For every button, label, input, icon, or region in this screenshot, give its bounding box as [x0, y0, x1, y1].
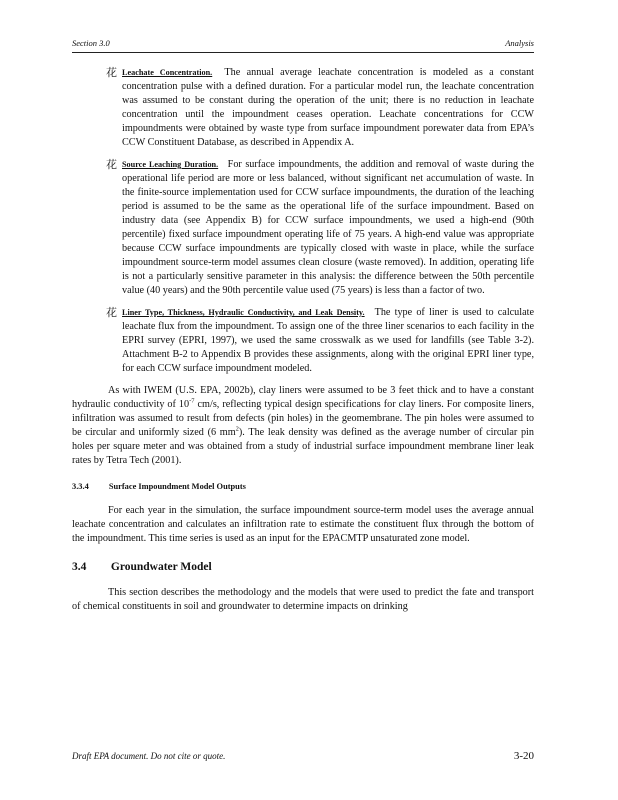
bullet-text: The annual average leachate concentration is modeled as a constant concentration pulse with a defined duration. For a particular model run, the leachate concentration was assumed to be constant during the operation of the unit; there is no reduction in leachate concentration until the impoundment ceases operation. Leachate concentrations for CCW impoundments were obtained by waste type from surface impoundment porewater data from EPA’s CCW Constituent Database, as described in Appendix A.	[122, 67, 534, 148]
header-chapter: Analysis	[505, 38, 534, 48]
bullet-icon: 花	[106, 307, 117, 319]
bullet-liner-type	[106, 306, 534, 376]
body-content	[72, 66, 534, 620]
paragraph-text: ). The leak density was defined as the average number of circular pin holes per square meter and was obtained from a study of industrial surface impoundment membrane liner leak rates by Tetra Tech (2001).	[72, 427, 534, 466]
header-rule	[72, 52, 534, 53]
page-number: 3-20	[513, 750, 534, 762]
bullet-text: The type of liner is used to calculate leachate flux from the impoundment. To assign one of the three liner scenarios to each facility in the EPRI survey (EPRI, 1997), we used the same crosswalk as we used for landfills (see Table 3-2). Attachment B-2 to Appendix B provides these assignments, along with the original EPRI liner type, for each CCW surface impoundment modeled.	[122, 307, 534, 374]
bullet-leachate-concentration	[106, 66, 534, 150]
subsection-title: Surface Impoundment Model Outputs	[108, 482, 246, 491]
bullet-title: Liner Type, Thickness, Hydraulic Conductivity, and Leak Density.	[122, 308, 365, 317]
paragraph-text: As with IWEM (U.S. EPA, 2002b), clay liners were assumed to be 3 feet thick and to have a constant hydraulic conductivity of 10	[72, 385, 534, 410]
paragraph-iwem-liners	[72, 384, 534, 468]
bullet-source-leaching-duration	[106, 158, 534, 298]
bullet-title: Leachate Concentration.	[122, 68, 213, 77]
section-heading	[72, 560, 534, 574]
running-footer	[72, 750, 534, 762]
bullet-icon: 花	[106, 159, 117, 171]
header-section: Section 3.0	[72, 38, 110, 48]
subsection-number: 3.3.4	[72, 482, 89, 491]
section-number: 3.4	[72, 561, 87, 573]
paragraph-model-outputs: For each year in the simulation, the surface impoundment source-term model uses the average annual leachate concentration and calculates an infiltration rate to estimate the constituent flux through the bottom of the impoundment. This time series is used as an input for the EPACMTP unsaturated zone model.	[72, 505, 534, 544]
bullet-icon: 花	[106, 67, 117, 79]
superscript: -7	[189, 397, 195, 405]
subsection-heading	[72, 480, 534, 494]
bullet-text: For surface impoundments, the addition and removal of waste during the operational life period are more or less balanced, without significant net accumulation of waste. In the finite-source implementation used for CCW surface impoundments, the duration of the leaching period is assumed to be the same as the operational life of the surface impoundment. Based on industry data (see Appendix B) for CCW surface impoundments, we used a high-end (90th percentile) fixed surface impoundment operating life of 75 years. A high-end value was appropriate because CCW surface impoundments are typically closed with waste in place, while the surface impoundment source-term model assumes clean closure (waste removed). In addition, operating life is not a particularly sensitive parameter in this analysis: the difference between the 50th percentile value (40 years) and the 90th percentile value used (75 years) is less than a factor of two.	[122, 159, 535, 296]
superscript: 2	[235, 425, 239, 433]
section-title: Groundwater Model	[110, 561, 212, 573]
footer-disclaimer: Draft EPA document. Do not cite or quote.	[72, 751, 226, 761]
paragraph-groundwater: This section describes the methodology and the models that were used to predict the fate and transport of chemical constituents in soil and groundwater to determine impacts on drinking	[72, 587, 534, 612]
running-header	[72, 38, 534, 48]
bullet-title: Source Leaching Duration.	[122, 160, 219, 169]
paragraph-text: cm/s, reflecting typical design specifications for clay liners. For composite liners, infiltration was assumed to result from defects (pin holes) in the geomembrane. The pin holes were assumed to be circular and uniformly sized (6 mm	[72, 399, 534, 438]
